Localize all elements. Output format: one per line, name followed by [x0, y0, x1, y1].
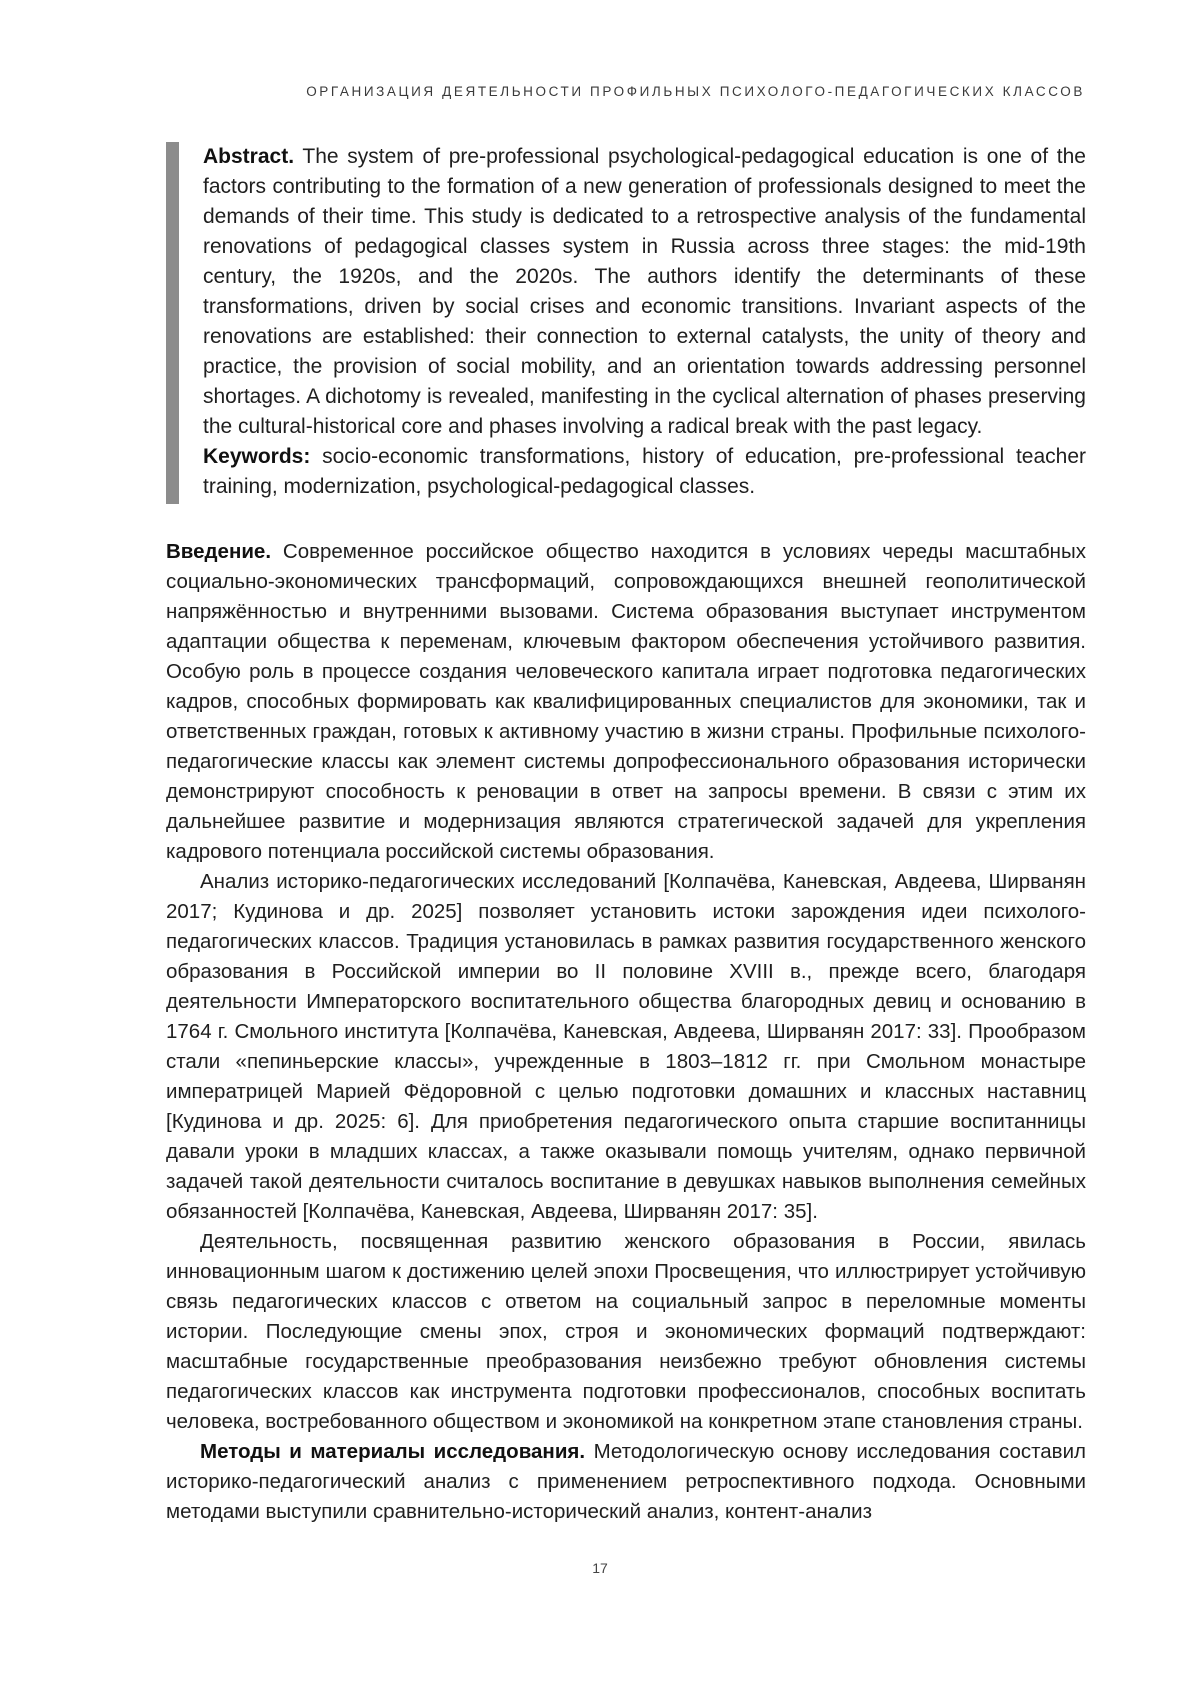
methods-paragraph — [166, 1437, 1086, 1527]
enlightenment-text: Деятельность, посвященная развитию женского образования в России, явилась инновационным шагом к достижению целей эпохи Просвещения, что иллюстрирует устойчивую связь педагогических классов с ответом на социальный запрос в переломные моменты истории. Последующие смены эпох, строя и экономических формаций подтверждают: масштабные государственные преобразования неизбежно требуют обновления системы педагогических классов как инструмента подготовки профессионалов, способных воспитать человека, востребованного обществом и экономикой на конкретном этапе становления страны. — [166, 1230, 1086, 1433]
history-text: Анализ историко-педагогических исследований [Колпачёва, Каневская, Авдеева, Ширванян 2017; Кудинова и др. 2025] позволяет установить истоки зарождения идеи психолого-педагогических классов. Традиция установилась в рамках развития государственного женского образования в Российской империи во II половине XVIII в., прежде всего, благодаря деятельности Императорского воспитательного общества благородных девиц и основанию в 1764 г. Смольного института [Колпачёва, Каневская, Авдеева, Ширванян 2017: 33]. Прообразом стали «пепиньерские классы», учрежденные в 1803–1812 гг. при Смольном монастыре императрицей Марией Фёдоровной с целью подготовки домашних и классных наставниц [Кудинова и др. 2025: 6]. Для приобретения педагогического опыта старшие воспитанницы давали уроки в младших классах, а также оказывали помощь учителям, однако первичной задачей такой деятельности считалось воспитание в девушках навыков выполнения семейных обязанностей [Колпачёва, Каневская, Авдеева, Ширванян 2017: 35]. — [166, 870, 1086, 1223]
keywords-paragraph — [203, 442, 1086, 502]
abstract-body: The system of pre-professional psychological-pedagogical education is one of the factors contributing to the formation of a new generation of professionals designed to meet the demands of their time. This study is dedicated to a retrospective analysis of the fundamental renovations of pedagogical classes system in Russia across three stages: the mid-19th century, the 1920s, and the 2020s. The authors identify the determinants of these transformations, driven by social crises and economic transitions. Invariant aspects of the renovations are established: their connection to external catalysts, the unity of theory and practice, the provision of social mobility, and an orientation towards addressing personnel shortages. A dichotomy is revealed, manifesting in the cyclical alternation of phases preserving the cultural-historical core and phases involving a radical break with the past legacy. — [203, 145, 1086, 438]
page-number: 17 — [592, 1560, 608, 1576]
abstract-text — [203, 142, 1086, 502]
keywords-label: Keywords: — [203, 445, 311, 468]
intro-text: Современное российское общество находится в условиях череды масштабных социально-экономических трансформаций, сопровождающихся внешней геополитической напряжённостью и внутренними вызовами. Система образования выступает инструментом адаптации общества к переменам, ключевым фактором обеспечения устойчивого развития. Особую роль в процессе создания человеческого капитала играет подготовка педагогических кадров, способных формировать как квалифицированных специалистов для экономики, так и ответственных граждан, готовых к активному участию в жизни страны. Профильные психолого-педагогические классы как элемент системы допрофессионального образования исторически демонстрируют способность к реновации в ответ на запросы времени. В связи с этим их дальнейшее развитие и модернизация являются стратегической задачей для укрепления кадрового потенциала российской системы образования. — [166, 540, 1086, 863]
keywords-body: socio-economic transformations, history of education, pre-professional teacher training, modernization, psychological-pedagogical classes. — [203, 445, 1086, 498]
abstract-side-bar — [166, 142, 179, 504]
methods-label: Методы и материалы исследования. — [200, 1440, 586, 1463]
history-paragraph — [166, 867, 1086, 1227]
enlightenment-paragraph — [166, 1227, 1086, 1437]
methods-text: Методологическую основу исследования составил историко-педагогический анализ с применением ретроспективного подхода. Основными методами выступили сравнительно-исторический анализ, контент-анализ — [166, 1440, 1086, 1523]
intro-label: Введение. — [166, 540, 272, 563]
running-header: ОРГАНИЗАЦИЯ ДЕЯТЕЛЬНОСТИ ПРОФИЛЬНЫХ ПСИХОЛОГО-ПЕДАГОГИЧЕСКИХ КЛАССОВ — [306, 84, 1085, 99]
abstract-label: Abstract. — [203, 145, 295, 168]
article-body — [166, 537, 1086, 1527]
abstract-paragraph — [203, 142, 1086, 442]
intro-paragraph — [166, 537, 1086, 867]
